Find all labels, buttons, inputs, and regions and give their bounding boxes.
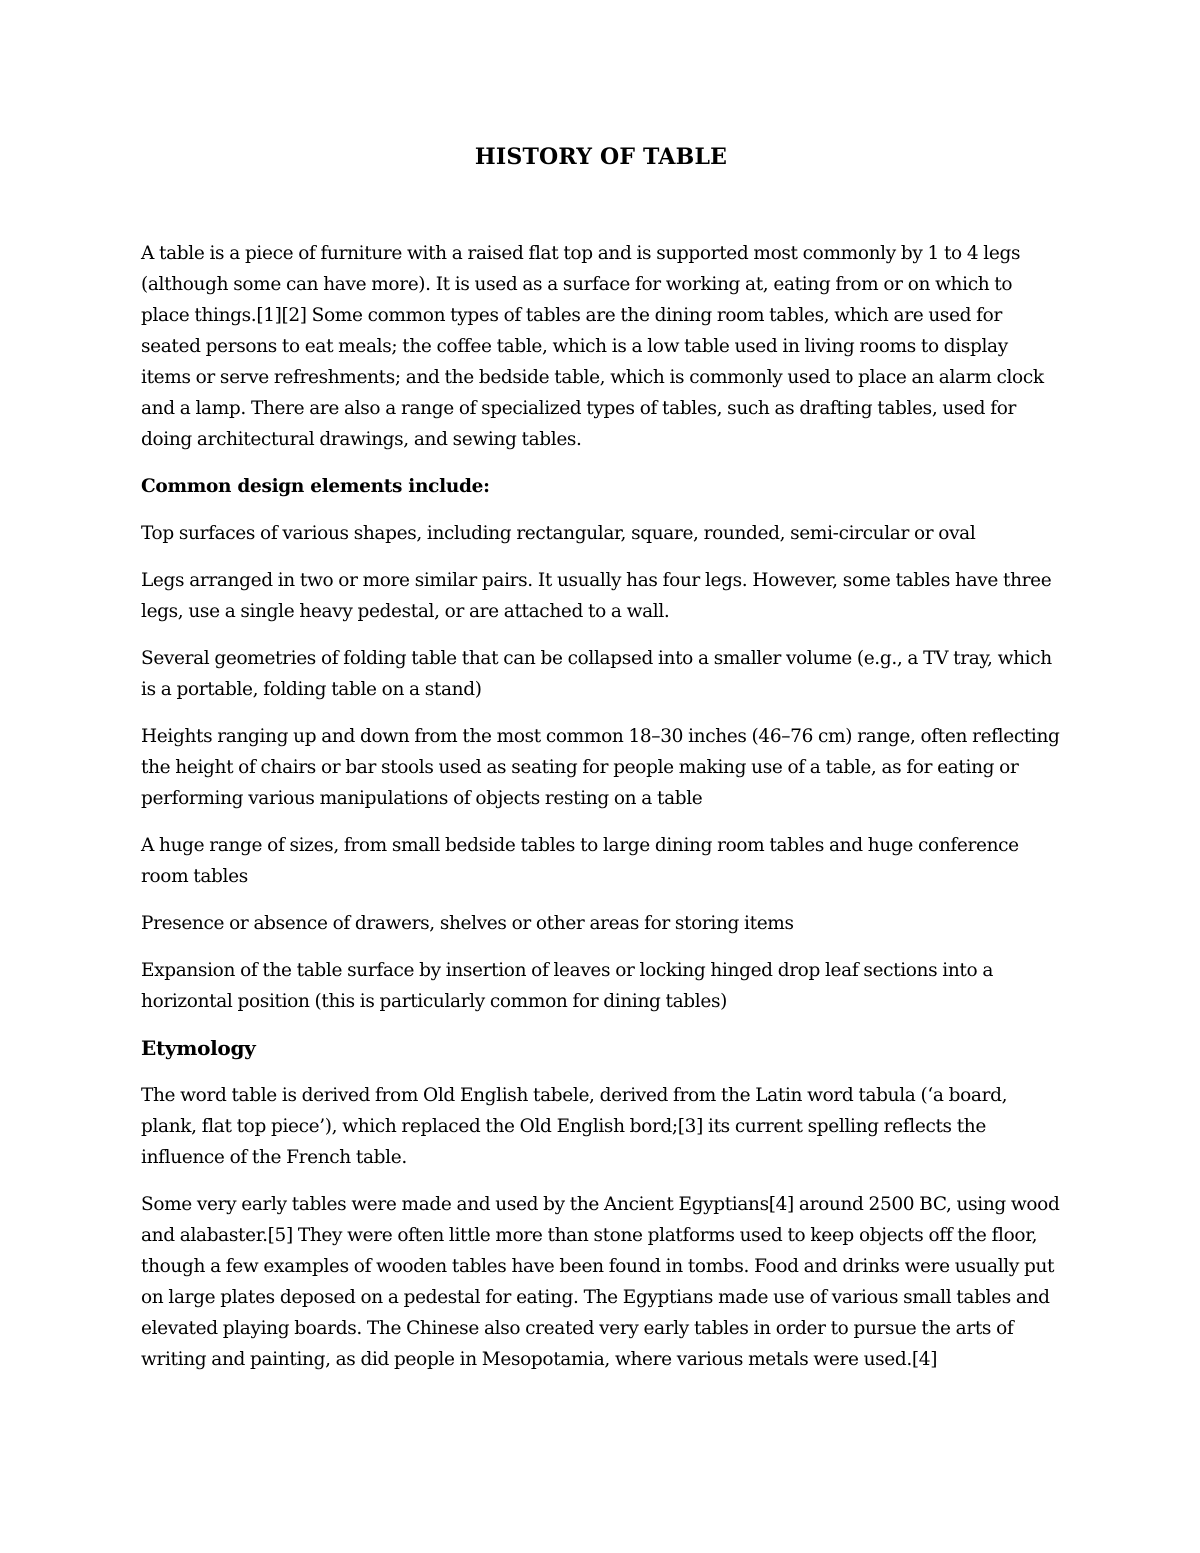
design-item-heights: Heights ranging up and down from the most common 18–30 inches (46–76 cm) range, often reflecting the height of chairs or bar stools used as seating for people making use of a table, as for eating or performing various manipulations of objects resting on a table (141, 726, 1060, 809)
document-body (141, 140, 1061, 1391)
design-item-sizes: A huge range of sizes, from small bedside tables to large dining room tables and huge conference room tables (141, 835, 1019, 887)
design-item-folding: Several geometries of folding table that can be collapsed into a smaller volume (e.g., a TV tray, which is a portable, folding table on a stand) (141, 648, 1052, 700)
design-item-expansion: Expansion of the table surface by insertion of leaves or locking hinged drop leaf sections into a horizontal position (this is particularly common for dining tables) (141, 960, 994, 1012)
design-item-legs: Legs arranged in two or more similar pairs. It usually has four legs. However, some tables have three legs, use a single heavy pedestal, or are attached to a wall. (141, 570, 1052, 622)
early-tables-paragraph: Some very early tables were made and used by the Ancient Egyptians[4] around 2500 BC, using wood and alabaster.[5] They were often little more than stone platforms used to keep objects off the floor, though a few examples of wooden tables have been found in tombs. Food and drinks were usually put on large plates deposed on a pedestal for eating. The Egyptians made use of various small tables and elevated playing boards. The Chinese also created very early tables in order to pursue the arts of writing and painting, as did people in Mesopotamia, where various metals were used.[4] (141, 1194, 1060, 1370)
etymology-paragraph: The word table is derived from Old English tabele, derived from the Latin word tabula (‘a board, plank, flat top piece’), which replaced the Old English bord;[3] its current spelling reflects the influence of the French table. (141, 1085, 1008, 1168)
document-title: HISTORY OF TABLE (474, 144, 728, 170)
design-item-shapes: Top surfaces of various shapes, including rectangular, square, rounded, semi-circular or oval (141, 523, 976, 544)
design-elements-heading: Common design elements include: (141, 476, 490, 497)
design-item-drawers: Presence or absence of drawers, shelves or other areas for storing items (141, 913, 794, 934)
etymology-heading: Etymology (141, 1036, 256, 1060)
intro-paragraph: A table is a piece of furniture with a raised flat top and is supported most commonly by 1 to 4 legs (although some can have more). It is used as a surface for working at, eating from or on which to place things.[1][2] Some common types of tables are the dining room tables, which are used for seated persons to eat meals; the coffee table, which is a low table used in living rooms to display items or serve refreshments; and the bedside table, which is commonly used to place an alarm clock and a lamp. There are also a range of specialized types of tables, such as drafting tables, used for doing architectural drawings, and sewing tables. (141, 243, 1044, 450)
